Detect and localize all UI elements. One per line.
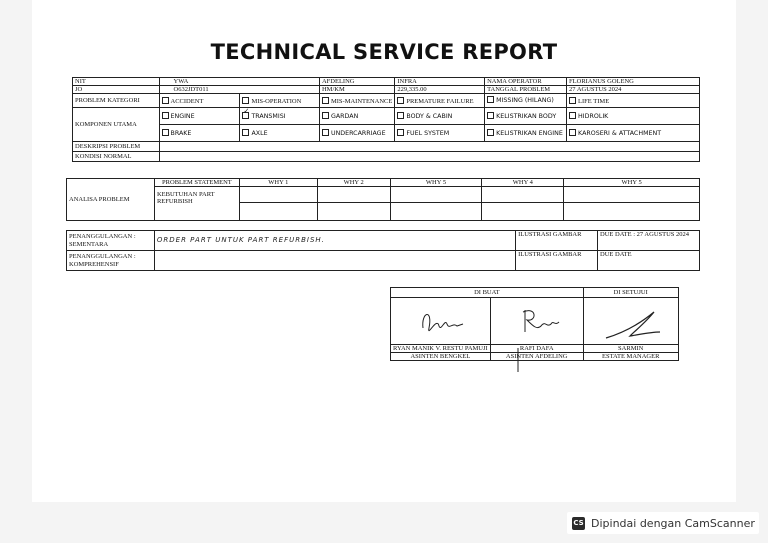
camscanner-watermark xyxy=(567,512,759,534)
penanggulangan-table xyxy=(66,230,700,271)
analisa-header-row xyxy=(67,179,700,187)
signature-2-drawing xyxy=(493,298,581,342)
why4-value[interactable] xyxy=(482,187,564,203)
komponen-axle[interactable]: AXLE xyxy=(240,125,320,142)
why1-value[interactable] xyxy=(239,187,317,203)
checkbox[interactable] xyxy=(487,112,494,119)
checkbox[interactable] xyxy=(397,97,404,104)
komponen-row-1 xyxy=(73,108,700,125)
signature-2-tail xyxy=(516,348,520,372)
check-mark-icon: ✓ xyxy=(243,107,250,115)
komprehensif-label: PENANGGULANGAN : KOMPREHENSIF xyxy=(67,251,155,271)
why2-value-2[interactable] xyxy=(317,203,390,221)
why1-value-2[interactable] xyxy=(239,203,317,221)
deskripsi-label: DESKRIPSI PROBLEM xyxy=(73,142,160,152)
hmkm-value: 229,335.00 xyxy=(395,86,485,94)
signature-3-drawing xyxy=(586,298,676,342)
jo-label: JO xyxy=(73,86,160,94)
checkbox[interactable] xyxy=(322,97,329,104)
komponen-engine[interactable]: ENGINE xyxy=(159,108,240,125)
afdeling-value: INFRA xyxy=(395,78,485,86)
why3-value[interactable] xyxy=(390,187,482,203)
operator-value: FLORIANUS GOLENG xyxy=(567,78,700,86)
checkbox[interactable] xyxy=(242,97,249,104)
why4-header: WHY 4 xyxy=(482,179,564,187)
signer-3-name: SARMIN xyxy=(583,345,678,353)
checkbox[interactable] xyxy=(569,129,576,136)
komponen-body-cabin[interactable]: BODY & CABIN xyxy=(395,108,485,125)
sementara-value[interactable]: ORDER PART UNTUK PART REFURBISH. xyxy=(154,231,515,251)
signer-2-name: RAFI DAFA xyxy=(490,345,583,353)
camscanner-text: Dipindai dengan CamScanner xyxy=(591,516,755,530)
checkbox[interactable] xyxy=(162,97,169,104)
signer-1-name: RYAN MANIK V. RESTU PAMUJI xyxy=(391,345,491,353)
signature-table xyxy=(390,287,679,361)
disetujui-label: DI SETUJUI xyxy=(583,288,678,298)
why1-header: WHY 1 xyxy=(239,179,317,187)
deskripsi-value[interactable] xyxy=(159,142,700,152)
sementara-label: PENANGGULANGAN : SEMENTARA xyxy=(67,231,155,251)
checkbox[interactable] xyxy=(242,129,249,136)
why2-header: WHY 2 xyxy=(317,179,390,187)
checkbox[interactable] xyxy=(162,112,169,119)
kategori-accident[interactable]: ACCIDENT xyxy=(159,94,240,108)
komponen-fuel-system[interactable]: FUEL SYSTEM xyxy=(395,125,485,142)
signer-3-role: ESTATE MANAGER xyxy=(583,353,678,361)
due-date-cell: DUE DATE : 27 AGUSTUS 2024 xyxy=(598,231,700,251)
checkbox[interactable] xyxy=(487,96,494,103)
nit-label: NIT xyxy=(73,78,160,86)
why5-value-2[interactable] xyxy=(564,203,700,221)
kondisi-value[interactable] xyxy=(159,152,700,162)
signature-roles-row xyxy=(391,353,679,361)
signature-2 xyxy=(490,298,583,345)
komponen-row-2 xyxy=(73,125,700,142)
camscanner-logo-icon: CS xyxy=(572,517,585,530)
signature-1 xyxy=(391,298,491,345)
problem-statement-value: KEBUTUHAN PART REFURBISH xyxy=(154,187,239,221)
report-sheet xyxy=(32,0,736,502)
kondisi-row xyxy=(73,152,700,162)
checkbox-checked[interactable] xyxy=(242,107,250,119)
why3-value-2[interactable] xyxy=(390,203,482,221)
kategori-mismaintenance[interactable]: MIS-MAINTENANCE xyxy=(319,94,394,108)
checkbox[interactable] xyxy=(322,129,329,136)
why5-value[interactable] xyxy=(564,187,700,203)
due-date-label-2: DUE DATE xyxy=(598,251,700,271)
problem-statement-header: PROBLEM STATEMENT xyxy=(154,179,239,187)
komponen-kelistrikan-engine[interactable]: KELISTRIKAN ENGINE xyxy=(485,125,567,142)
kategori-missing[interactable]: MISSING (HILANG) xyxy=(485,94,567,108)
kondisi-label: KONDISI NORMAL xyxy=(73,152,160,162)
kategori-misoperation[interactable]: MIS-OPERATION xyxy=(240,94,320,108)
checkbox[interactable] xyxy=(397,129,404,136)
operator-label: NAMA OPERATOR xyxy=(485,78,567,86)
why2-value[interactable] xyxy=(317,187,390,203)
komponen-transmisi[interactable]: ✓ TRANSMISI xyxy=(240,108,320,125)
report-main-table xyxy=(72,77,700,162)
checkbox[interactable] xyxy=(569,112,576,119)
header-row-2 xyxy=(73,86,700,94)
tanggal-value: 27 AGUSTUS 2024 xyxy=(567,86,700,94)
komponen-gardan[interactable]: GARDAN xyxy=(319,108,394,125)
signer-2-role: ASINTEN AFDELING xyxy=(490,353,583,361)
why5-header: WHY 5 xyxy=(564,179,700,187)
afdeling-label: AFDELING xyxy=(319,78,394,86)
analisa-label: ANALISA PROBLEM xyxy=(67,179,155,221)
ilustrasi-label-2: ILUSTRASI GAMBAR xyxy=(516,251,598,271)
why4-value-2[interactable] xyxy=(482,203,564,221)
checkbox[interactable] xyxy=(322,112,329,119)
due-date-value: : 27 AGUSTUS 2024 xyxy=(633,231,690,238)
kategori-row xyxy=(73,94,700,108)
jo-value: O632JDT011 xyxy=(159,86,319,94)
tanggal-label: TANGGAL PROBLEM xyxy=(485,86,567,94)
signature-row xyxy=(391,298,679,345)
signature-header-row xyxy=(391,288,679,298)
hmkm-label: HM/KM xyxy=(319,86,394,94)
komponen-brake[interactable]: BRAKE xyxy=(159,125,240,142)
analisa-table xyxy=(66,178,700,221)
komponen-undercarriage[interactable]: UNDERCARRIAGE xyxy=(319,125,394,142)
signature-1-drawing xyxy=(393,298,483,342)
checkbox[interactable] xyxy=(162,129,169,136)
checkbox[interactable] xyxy=(397,112,404,119)
why3-header: WHY 5 xyxy=(390,179,482,187)
nit-value: YWA xyxy=(159,78,319,86)
komponen-hidrolik[interactable]: HIDROLIK xyxy=(567,108,700,125)
komponen-label: KOMPONEN UTAMA xyxy=(73,108,160,142)
header-row-1 xyxy=(73,78,700,86)
signature-names-row xyxy=(391,345,679,353)
kategori-lifetime[interactable]: LIFE TIME xyxy=(567,94,700,108)
checkbox[interactable] xyxy=(487,129,494,136)
sementara-row xyxy=(67,231,700,251)
komponen-kelistrikan-body[interactable]: KELISTRIKAN BODY xyxy=(485,108,567,125)
analisa-row-1 xyxy=(67,187,700,203)
kategori-label: PROBLEM KATEGORI xyxy=(73,94,160,108)
signature-3 xyxy=(583,298,678,345)
komprehensif-value[interactable] xyxy=(154,251,515,271)
kategori-premature[interactable]: PREMATURE FAILURE xyxy=(395,94,485,108)
report-title: TECHNICAL SERVICE REPORT xyxy=(210,40,558,64)
deskripsi-row xyxy=(73,142,700,152)
komprehensif-row xyxy=(67,251,700,271)
signer-1-role: ASINTEN BENGKEL xyxy=(391,353,491,361)
checkbox[interactable] xyxy=(569,97,576,104)
dibuat-label: DI BUAT xyxy=(391,288,584,298)
komponen-karoseri[interactable]: KAROSERI & ATTACHMENT xyxy=(567,125,700,142)
ilustrasi-label: ILUSTRASI GAMBAR xyxy=(516,231,598,251)
